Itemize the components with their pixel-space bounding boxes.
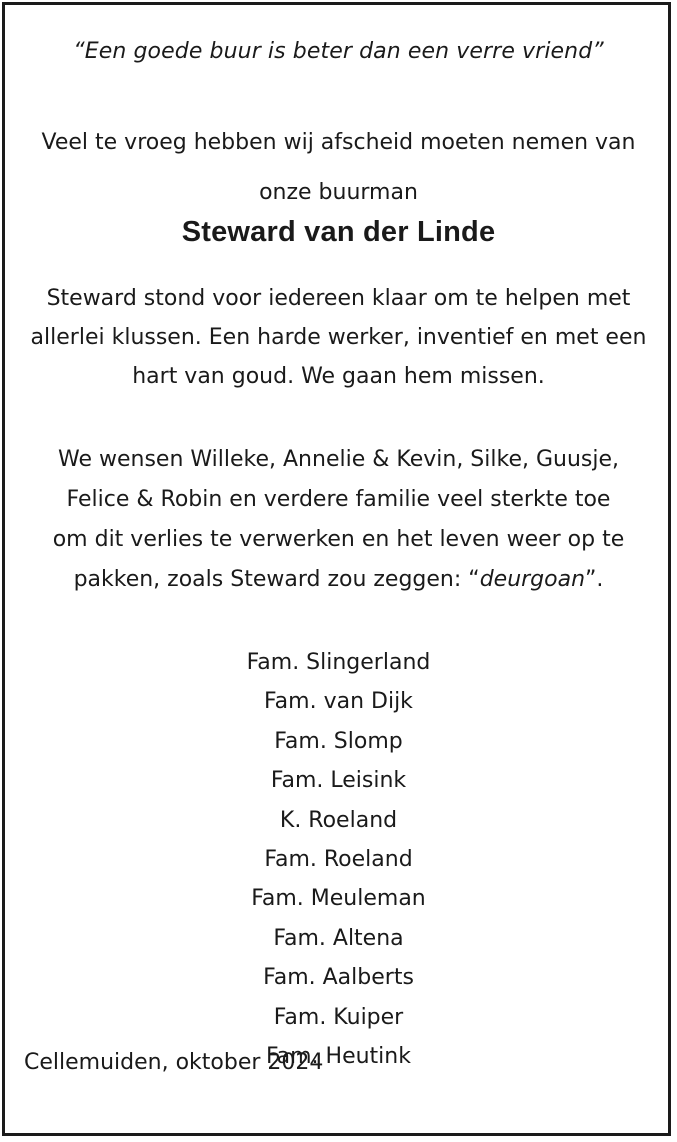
signatory: Fam. Roeland <box>264 846 413 872</box>
dialect-word: deurgoan <box>479 567 586 592</box>
tribute-line: Steward stond voor iedereen klaar om te helpen met <box>46 286 631 311</box>
signatory: Fam. van Dijk <box>264 689 413 715</box>
condolence-line <box>0 560 677 600</box>
tribute-line: allerlei klussen. Een harde werker, inventief en met een <box>30 325 647 350</box>
tribute-line: hart van goud. We gaan hem missen. <box>132 364 545 389</box>
signatory: K. Roeland <box>279 807 398 833</box>
tribute-paragraph <box>0 279 677 396</box>
intro-line: onze buurman <box>259 180 418 205</box>
signatory: Fam. Slomp <box>274 728 403 754</box>
condolence-line: We wensen Willeke, Annelie & Kevin, Silke, Guusje, <box>57 447 620 472</box>
signatory: Fam. Leisink <box>270 768 407 794</box>
opening-quote: “Een goede buur is beter dan een verre vriend” <box>73 39 604 64</box>
signatory: Fam. Slingerland <box>246 650 431 675</box>
deceased-name: Steward van der Linde <box>181 216 496 248</box>
place-and-date: Cellemuiden, oktober 2024 <box>24 1050 324 1075</box>
signatory-list <box>0 643 677 1076</box>
condolence-paragraph <box>0 440 677 600</box>
condolence-line: om dit verlies te verwerken en het leven weer op te <box>52 527 625 552</box>
signatory: Fam. Altena <box>273 925 404 951</box>
signatory: Fam. Meuleman <box>251 886 426 912</box>
intro-text <box>0 118 677 218</box>
signatory: Fam. Heutink <box>266 1043 411 1069</box>
signatory: Fam. Kuiper <box>273 1004 404 1030</box>
intro-line: Veel te vroeg hebben wij afscheid moeten nemen van <box>41 130 636 155</box>
condolence-line-prefix: pakken, zoals Steward zou zeggen: “ <box>73 567 480 592</box>
signatory: Fam. Aalberts <box>263 965 414 991</box>
condolence-line-suffix: ”. <box>585 567 604 592</box>
condolence-line: Felice & Robin en verdere familie veel sterkte toe <box>66 487 611 512</box>
